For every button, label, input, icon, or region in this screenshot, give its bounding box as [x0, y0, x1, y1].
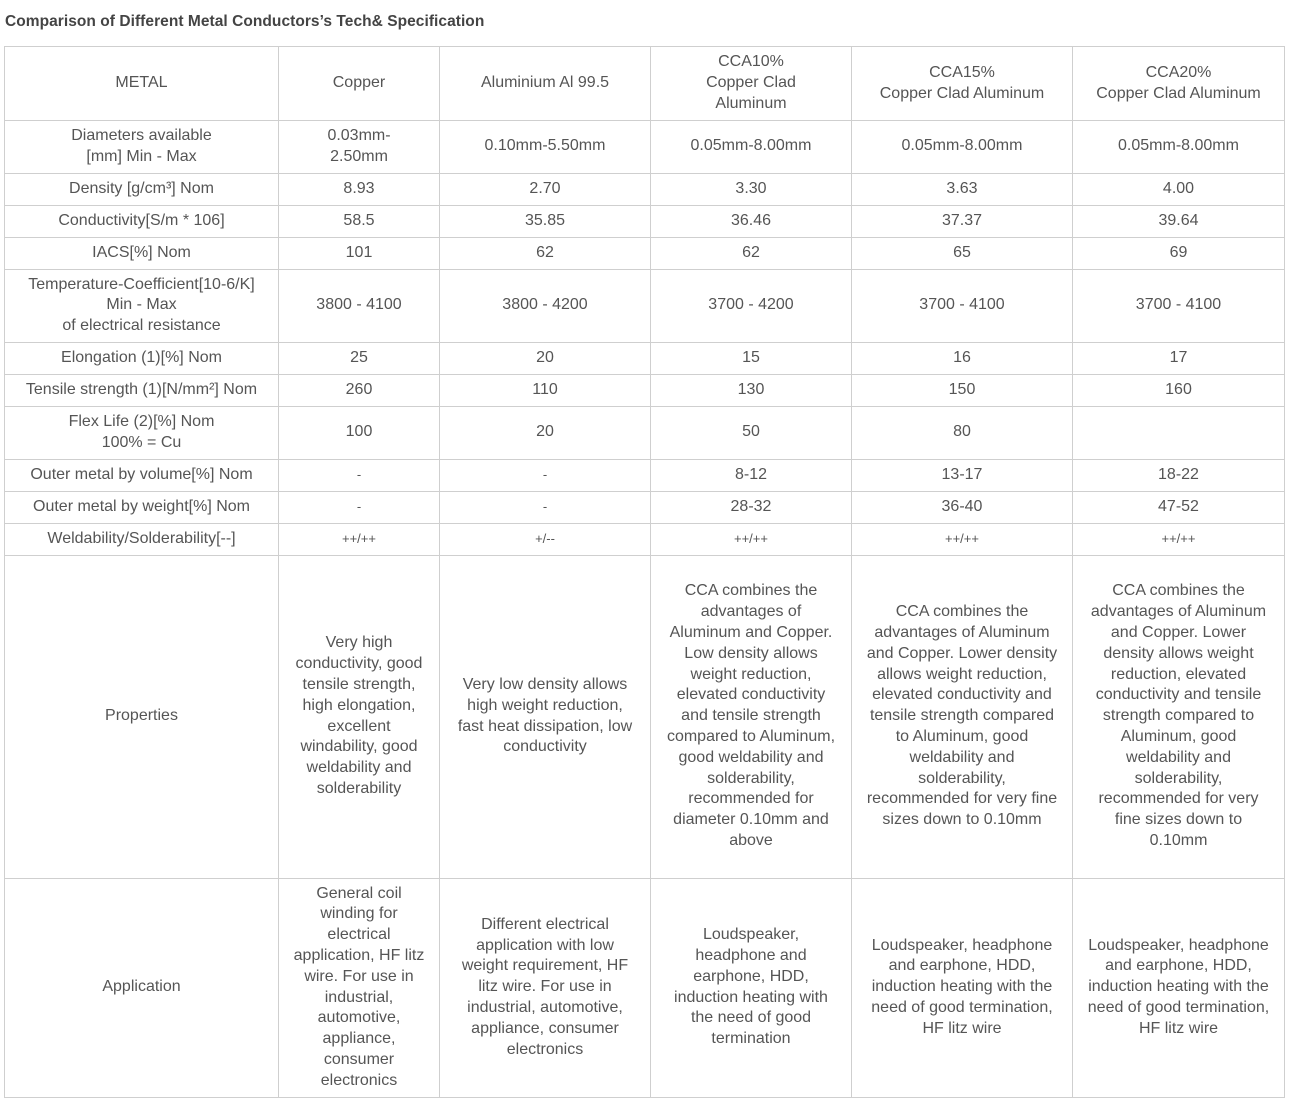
table-row	[5, 555, 1285, 878]
table-cell: 130	[651, 374, 852, 406]
table-cell: -	[440, 491, 651, 523]
table-cell: 0.05mm-8.00mm	[1073, 121, 1285, 174]
table-cell: 58.5	[279, 205, 440, 237]
table-row	[5, 237, 1285, 269]
header-aluminium: Aluminium Al 99.5	[440, 47, 651, 121]
table-row	[5, 406, 1285, 459]
table-cell: 100	[279, 406, 440, 459]
table-cell: -	[279, 491, 440, 523]
table-cell: Loudspeaker, headphone and earphone, HDD, induction heating with the need of good termination, HF litz wire	[1073, 878, 1285, 1097]
table-cell: 101	[279, 237, 440, 269]
table-row	[5, 374, 1285, 406]
table-cell: 36-40	[852, 491, 1073, 523]
table-cell: 160	[1073, 374, 1285, 406]
table-cell: Different electrical application with low weight requirement, HF litz wire. For use in industrial, automotive, appliance, consumer electronics	[440, 878, 651, 1097]
table-cell: 0.05mm-8.00mm	[852, 121, 1073, 174]
table-cell: 62	[651, 237, 852, 269]
row-label: Diameters available [mm] Min - Max	[5, 121, 279, 174]
row-label: Outer metal by volume[%] Nom	[5, 459, 279, 491]
table-cell: 0.10mm-5.50mm	[440, 121, 651, 174]
table-cell: 37.37	[852, 205, 1073, 237]
table-cell: Loudspeaker, headphone and earphone, HDD, induction heating with the need of good termination, HF litz wire	[852, 878, 1073, 1097]
table-cell: 35.85	[440, 205, 651, 237]
table-cell: 110	[440, 374, 651, 406]
table-cell: 36.46	[651, 205, 852, 237]
table-cell: 260	[279, 374, 440, 406]
table-row	[5, 491, 1285, 523]
table-row	[5, 121, 1285, 174]
table-cell: ++/++	[852, 523, 1073, 555]
table-cell: CCA combines the advantages of Aluminum and Copper. Lower density allows weight reduction, elevated conductivity and tensile strength compared to Aluminum, good weldability and solderability, recommended for very fine sizes down to 0.10mm	[1073, 555, 1285, 878]
row-label: Density [g/cm³] Nom	[5, 173, 279, 205]
table-cell	[1073, 406, 1285, 459]
table-cell: Very low density allows high weight reduction, fast heat dissipation, low conductivity	[440, 555, 651, 878]
row-label: Weldability/Solderability[--]	[5, 523, 279, 555]
table-cell: 15	[651, 342, 852, 374]
table-cell: Loudspeaker, headphone and earphone, HDD, induction heating with the need of good termination	[651, 878, 852, 1097]
table-cell: 18-22	[1073, 459, 1285, 491]
table-cell: ++/++	[651, 523, 852, 555]
row-label: IACS[%] Nom	[5, 237, 279, 269]
row-label: Conductivity[S/m * 106]	[5, 205, 279, 237]
row-label: Application	[5, 878, 279, 1097]
table-cell: 28-32	[651, 491, 852, 523]
table-cell: 3700 - 4100	[852, 269, 1073, 342]
table-cell: 69	[1073, 237, 1285, 269]
table-cell: 39.64	[1073, 205, 1285, 237]
table-cell: ++/++	[279, 523, 440, 555]
table-cell: 20	[440, 406, 651, 459]
table-row	[5, 459, 1285, 491]
table-row	[5, 269, 1285, 342]
table-header-row	[5, 47, 1285, 121]
table-cell: 2.70	[440, 173, 651, 205]
spec-table	[4, 46, 1285, 1098]
header-cca15: CCA15% Copper Clad Aluminum	[852, 47, 1073, 121]
header-metal: METAL	[5, 47, 279, 121]
table-cell: 16	[852, 342, 1073, 374]
table-cell: 50	[651, 406, 852, 459]
table-cell: 0.05mm-8.00mm	[651, 121, 852, 174]
page-title: Comparison of Different Metal Conductors’s Tech& Specification	[5, 13, 485, 30]
table-cell: CCA combines the advantages of Aluminum and Copper. Lower density allows weight reduction, elevated conductivity and tensile strength compared to Aluminum, good weldability and solderability, recommended for very fine sizes down to 0.10mm	[852, 555, 1073, 878]
table-cell: +/--	[440, 523, 651, 555]
table-row	[5, 523, 1285, 555]
row-label: Temperature-Coefficient[10-6/K] Min - Max of electrical resistance	[5, 269, 279, 342]
table-cell: 62	[440, 237, 651, 269]
row-label: Elongation (1)[%] Nom	[5, 342, 279, 374]
header-cca20: CCA20% Copper Clad Aluminum	[1073, 47, 1285, 121]
table-cell: -	[440, 459, 651, 491]
table-cell: 20	[440, 342, 651, 374]
table-cell: 150	[852, 374, 1073, 406]
header-copper: Copper	[279, 47, 440, 121]
table-cell: 3800 - 4200	[440, 269, 651, 342]
table-cell: 3.63	[852, 173, 1073, 205]
table-cell: -	[279, 459, 440, 491]
table-cell: 3700 - 4100	[1073, 269, 1285, 342]
table-cell: General coil winding for electrical application, HF litz wire. For use in industrial, automotive, appliance, consumer electronics	[279, 878, 440, 1097]
table-cell: 8.93	[279, 173, 440, 205]
row-label: Outer metal by weight[%] Nom	[5, 491, 279, 523]
table-cell: 17	[1073, 342, 1285, 374]
table-row	[5, 173, 1285, 205]
table-cell: 8-12	[651, 459, 852, 491]
table-cell: 0.03mm- 2.50mm	[279, 121, 440, 174]
table-cell: 3700 - 4200	[651, 269, 852, 342]
row-label: Flex Life (2)[%] Nom 100% = Cu	[5, 406, 279, 459]
table-cell: 80	[852, 406, 1073, 459]
row-label: Properties	[5, 555, 279, 878]
table-row	[5, 342, 1285, 374]
table-row	[5, 878, 1285, 1097]
table-cell: 65	[852, 237, 1073, 269]
row-label: Tensile strength (1)[N/mm²] Nom	[5, 374, 279, 406]
table-cell: 4.00	[1073, 173, 1285, 205]
header-cca10: CCA10% Copper Clad Aluminum	[651, 47, 852, 121]
table-cell: 47-52	[1073, 491, 1285, 523]
table-cell: 25	[279, 342, 440, 374]
table-cell: 3800 - 4100	[279, 269, 440, 342]
table-cell: Very high conductivity, good tensile strength, high elongation, excellent windability, good weldability and solderability	[279, 555, 440, 878]
table-cell: 13-17	[852, 459, 1073, 491]
table-cell: ++/++	[1073, 523, 1285, 555]
table-cell: CCA combines the advantages of Aluminum and Copper. Low density allows weight reduction, elevated conductivity and tensile strength compared to Aluminum, good weldability and solderability, recommended for diameter 0.10mm and above	[651, 555, 852, 878]
table-cell: 3.30	[651, 173, 852, 205]
table-row	[5, 205, 1285, 237]
